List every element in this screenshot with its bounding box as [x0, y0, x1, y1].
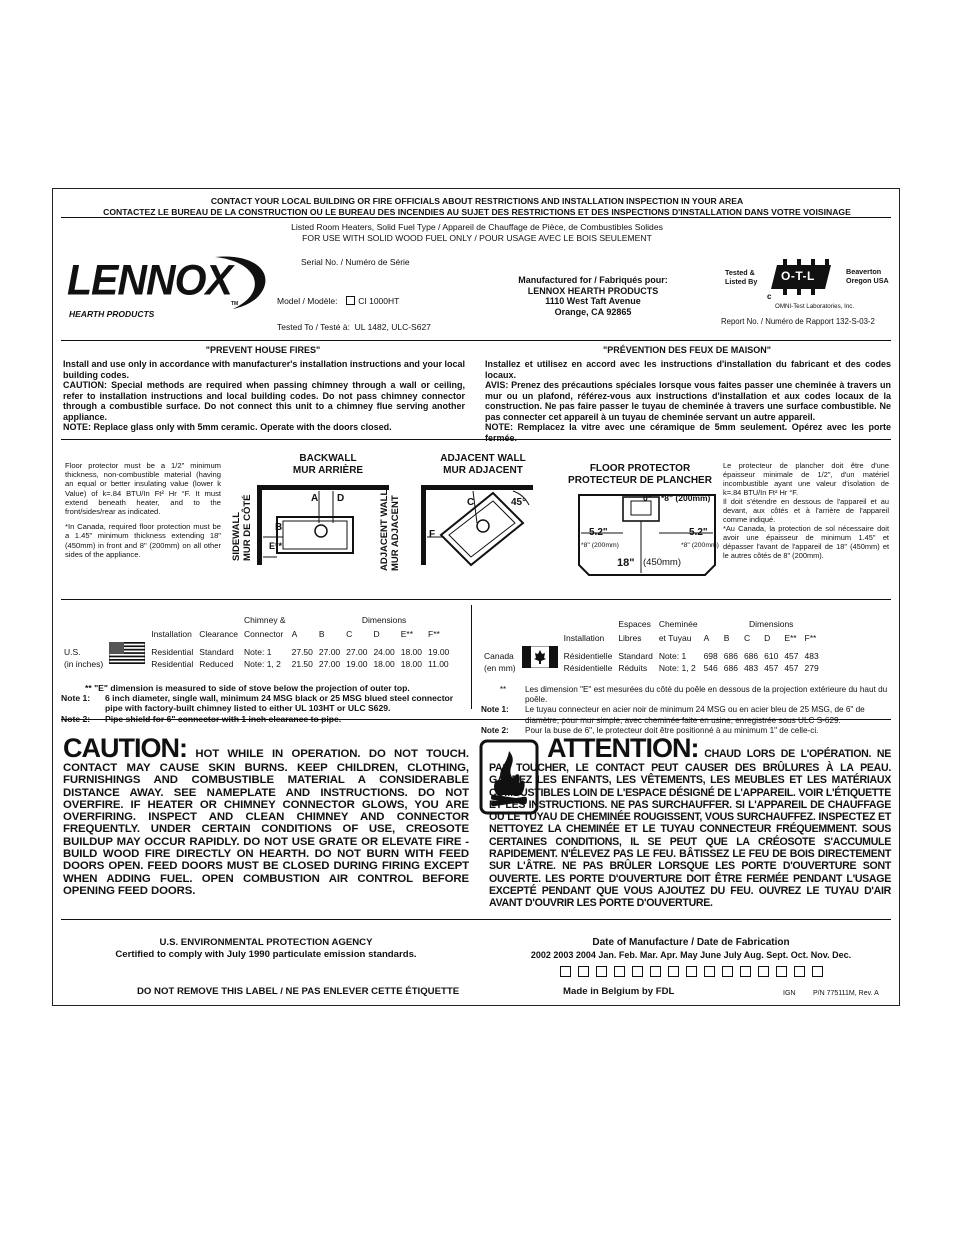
us-notes: ** "E" dimension is measured to side of stove below the projection of outer top. Note 1: 6 inch diameter, single wall, minimum 24 MSG black or 25 MSG blued steel connector pipe with factory-built chimney listed to either UL 103HT or ULC S629. Note 2: Pipe shield for 6" connector with 1 inch clearance to pipe.	[61, 683, 454, 724]
manufacturer-street: 1110 West Taft Avenue	[545, 296, 641, 306]
dim-b: B	[275, 522, 283, 533]
side-right-mm: *8" (200mm)	[681, 542, 719, 549]
part-number: P/N 775111M, Rev. A	[813, 990, 879, 997]
do-not-remove: DO NOT REMOVE THIS LABEL / NE PAS ENLEVER CETTE ÉTIQUETTE	[137, 986, 460, 997]
date-checkbox	[614, 966, 625, 977]
side-left: 5.2"	[589, 527, 608, 538]
tested-label: Tested To / Testé à:	[277, 322, 350, 332]
header-line-fr: CONTACTEZ LE BUREAU DE LA CONSTRUCTION OU LE BUREAU DES INCENDIES AU SUJET DES RESTRICTIONS ET DES INSPECTIONS D'INSTALLATION DANS VOTRE VOISINAGE	[103, 206, 851, 217]
attention-text: CHAUD LORS DE L'OPÉRATION. NE PAS TOUCHER, LE CONTACT PEUT CAUSER DES BRÛLURES À LA PEAU. GARDEZ LES ENFANTS, LES VÊTEMENTS, LES MEUBLES ET LES MATÉRIAUX COMBUSTIBLES LOIN DE L'ESPACE DÉSIGNÉ DE L'APPAREIL. VOIR L'ÉTIQUETTE ET LES INSTRUCTIONS. NE PAS SURCHAUFFER. SI L'APPAREIL DE CHAUFFAGE OU LE TUYAU DE CHEMINÉE ROUGISSENT, VOUS SURCHAUFFEZ. INSPECTEZ ET NETTOYEZ LA CHEMINÉE ET LE TUYAU CONNECTEUR FRÉQUEMMENT. SOUS CERTAINES CONDITIONS, IL SE PEUT QUE LA CRÉOSOTE S'ACCUMULE RAPIDEMENT. N'ÉLEVEZ PAS LE FEU. BÂTISSEZ LE FEU DE BOIS DIRECTEMENT SUR L'ÂTRE. NE PAS BRÛLER LORSQUE LES PORTE D'OUVERTURE SONT OUVERTE. LES PORTE D'OUVERTURE DOIT ÊTRE FERMÉE PENDANT L'USAGE EXCEPTÉ PENDANT QUE VOUS AJOUTEZ DU FEU. OUVREZ LE TUYAU D'AIR AVANT D'OUVRIR LES PORTE D'OUVERTURE.	[489, 748, 891, 910]
dim-c: C	[467, 497, 475, 508]
dim-a: A	[311, 493, 319, 504]
caution-text: HOT WHILE IN OPERATION. DO NOT TOUCH. CONTACT MAY CAUSE SKIN BURNS. KEEP CHILDREN, CLOTHING, FURNISHINGS AND COMBUSTIBLE MATERIAL A CONSIDERABLE DISTANCE AWAY. SEE NAMEPLATE AND INSTRUCTIONS. DO NOT OVERFIRE. IF HEATER OR CHIMNEY CONNECTOR GLOWS, YOU ARE OVERFIRING. INSPECT AND CLEAN CHIMNEY AND CONNECTOR FREQUENTLY. UNDER CERTAIN CONDITIONS OF USE, CREOSOTE BUILDUP MAY OCCUR RAPIDLY. DO NOT USE GRATE OR ELEVATE FIRE - BUILD WOOD FIRE DIRECTLY ON HEARTH. DO NOT BURN WITH FEED DOORS OPEN. FEED DOORS MUST BE CLOSED DURING FIRING EXCEPT WHEN ADDING FUEL. OPEN COMBUSTION AIR CONTROL BEFORE OPENING FEED DOORS.	[63, 748, 469, 897]
epa: U.S. ENVIRONMENTAL PROTECTION AGENCY Certified to comply with July 1990 particulate emission standards.	[115, 937, 417, 960]
rear-8: *8" (200mm)	[661, 493, 711, 503]
adjacent-diagram	[417, 481, 537, 567]
date-checkbox	[632, 966, 643, 977]
listing-fuel: FOR USE WITH SOLID WOOD FUEL ONLY / POUR USAGE AVEC LE BOIS SEULEMENT	[302, 233, 652, 243]
ca-notes: ** Les dimension "E" est mesurées du côté du poêle en dessous de la projection extérieure du haut du poêle. Note 1: Le tuyau connecteur en acier noir de minimum 24 MSG ou en acier bleu de 25 MSG, de 6" de diamètre, pour mur simple, avec cheminée faite en usine, enregistrée sous ULC S-629. Note 2: Pour la buse de 6", le protecteur doit être positionné à au minimum 1" de celle-ci.	[481, 685, 888, 735]
date-checkbox	[596, 966, 607, 977]
listing-type: Listed Room Heaters, Solid Fuel Type / Appareil de Chauffage de Pièce, de Combustibles Solides	[291, 222, 663, 232]
date-checkbox	[578, 966, 589, 977]
front-18: 18"	[617, 557, 635, 569]
caution-title: CAUTION:	[63, 733, 187, 763]
side-right: 5.2"	[689, 527, 708, 538]
model-line	[277, 296, 399, 306]
canada-c: c	[767, 292, 772, 301]
warning-body-fr: Installez et utilisez en accord avec les instructions d'installation du fabricant et des codes locaux. AVIS: Prenez des précautions spéciales lorsque vous faites passer une cheminée à travers un mur ou un plafond, référez-vous aux instructions d'installation et aux codes locaux de la construction. Ne pas faire passer le tuyau de cheminée à travers une surface combustible. Ne pas connecter cet appareil à un tuyau de cheminée servant un autre appareil. NOTE: Remplacez la vitre avec une céramique de 5mm seulement. Opérez avec les porte fermée.	[485, 359, 891, 443]
adjacent-title: ADJACENT WALL MUR ADJACENT	[440, 453, 526, 476]
dim-e: E**	[269, 541, 283, 551]
otl-mark: O-T-L	[781, 269, 815, 283]
model-value: CI 1000HT	[358, 296, 400, 306]
made-in: Made in Belgium by FDL	[563, 986, 675, 997]
attention-title: ATTENTION:	[547, 733, 699, 763]
manufacturer	[495, 275, 691, 317]
model-label: Model / Modèle:	[277, 296, 338, 306]
model-checkbox	[346, 296, 355, 305]
backwall-diagram	[253, 481, 393, 567]
certifier-lab: OMNI-Test Laboratories, Inc.	[775, 303, 855, 310]
rating-label	[52, 188, 900, 1006]
table-us	[61, 613, 466, 724]
attention-fr	[489, 735, 891, 910]
certifier	[723, 259, 893, 319]
manufacturer-name: LENNOX HEARTH PRODUCTS	[527, 285, 659, 296]
rear-0: 0"	[643, 493, 652, 503]
date-checkbox	[740, 966, 751, 977]
lennox-wordmark: LENNOX	[67, 255, 232, 305]
header	[53, 196, 901, 217]
floor-text-fr: Le protecteur de plancher doit être d'une épaisseur minimale de 1/2", d'un matériel incombustible ayant une valeur d'isolation de k=.84 BTU/In Ft² Hr °F. Il doit s'étendre en dessous de l'appareil et au devant, aux côtés et à l'arrière de l'appareil comme indiqué. *Au Canada, la protection de sol nécessaire doit avoir une épaisseur de minimum 1.45" et dépasser l'avant de l'appareil de 18" (450mm) et le autres côtés de 8" (200mm).	[723, 461, 889, 560]
report-number: Report No. / Numéro de Rapport 132-S-03-2	[721, 317, 875, 326]
serial-number: Serial No. / Numéro de Série	[301, 257, 410, 267]
tested-listed-by: Tested & Listed By	[725, 268, 758, 286]
manufactured-for: Manufactured for / Fabriqués pour:	[518, 275, 668, 285]
angle-45: 45°	[511, 497, 527, 508]
date-checkbox	[668, 966, 679, 977]
dim-d: D	[337, 493, 345, 504]
us-flag-icon	[109, 642, 145, 664]
trademark: TM	[231, 301, 239, 307]
warning-title-fr: "PRÉVENTION DES FEUX DE MAISON"	[602, 345, 772, 355]
lennox-logo	[65, 251, 271, 319]
table-us-grid: Chimney & Dimensions Installation Clearance Connector A B C D E** F** U.S. Residential Standard Note: 1 27.50 27.00 27.00 24.00 18.00 19.00 (in inches) Residential Reduced Note: 1, 2 21.50 27.00 19.00 18.00 18.00 11.00	[64, 615, 450, 669]
front-mm: (450mm)	[643, 557, 682, 568]
sidewall-label: SIDEWALL MUR DE CÔTÉ	[231, 494, 253, 561]
certifier-location: Beaverton Oregon USA	[846, 267, 889, 285]
date-boxes	[489, 964, 893, 982]
floor-text-en: Floor protector must be a 1/2" minimum thickness, non-combustible material (having an equal or better insulating value (lower k Value) of k=.84 BTU/In Ft² Hr °F. It must extend beneath heater, and to the front/sides/rear as indicated. *In Canada, required floor protection must be a 1.45" minimum thickness extending 18" (450mm) in front and 8" (200mm) on all other sides of the appliance.	[65, 461, 221, 559]
floor-protector-title: FLOOR PROTECTOR PROTECTEUR DE PLANCHER	[568, 463, 712, 486]
tested-value: UL 1482, ULC-S627	[354, 322, 431, 332]
date-checkbox	[704, 966, 715, 977]
table-ca-grid: Espaces Cheminée Dimensions Installation Libres et Tuyau A B C D E** F** Canada Résidentielle Standard Note: 1 698 686 686 610 457 483 (en mm) Résidentielle Réduits Note: 1, 2 546 686 483 457 457 279	[484, 619, 819, 673]
side-left-mm: *8" (200mm)	[581, 542, 619, 549]
date-checkbox	[758, 966, 769, 977]
adjacent-side-label: ADJACENT WALL MUR ADJACENT	[379, 489, 401, 571]
date-checkbox	[794, 966, 805, 977]
ign: IGN	[783, 990, 796, 997]
hearth-products: HEARTH PRODUCTS	[69, 309, 155, 319]
tested-line	[277, 322, 431, 332]
header-line-en: CONTACT YOUR LOCAL BUILDING OR FIRE OFFICIALS ABOUT RESTRICTIONS AND INSTALLATION INSPECTION IN YOUR AREA	[210, 196, 744, 206]
listing	[53, 222, 901, 244]
canada-flag-icon	[522, 646, 558, 668]
date-checkbox	[650, 966, 661, 977]
date-checkbox	[776, 966, 787, 977]
backwall-title: BACKWALL MUR ARRIÈRE	[292, 453, 364, 476]
date-checkbox	[812, 966, 823, 977]
warning-title-en: "PREVENT HOUSE FIRES"	[205, 345, 321, 355]
manufacturer-city: Orange, CA 92865	[554, 306, 632, 317]
caution-en	[63, 735, 469, 897]
warning-body-en: Install and use only in accordance with manufacturer's installation instructions and your local building codes. CAUTION: Special methods are required when passing chimney through a wall or ceiling, refer to installation instructions and local building codes. Do not pass chimney connector through a combustible surface. Do not connect this unit to a chimney flue serving another appliance. NOTE: Replace glass only with 5mm ceramic. Operate with the doors closed.	[63, 359, 465, 432]
dim-f: F	[429, 529, 436, 540]
date-checkbox	[722, 966, 733, 977]
date-of-manufacture: Date of Manufacture / Date de Fabrication 2002 2003 2004 Jan. Feb. Mar. Apr. May June July Aug. Sept. Oct. Nov. Dec.	[489, 937, 893, 982]
date-checkbox	[686, 966, 697, 977]
date-checkbox	[560, 966, 571, 977]
